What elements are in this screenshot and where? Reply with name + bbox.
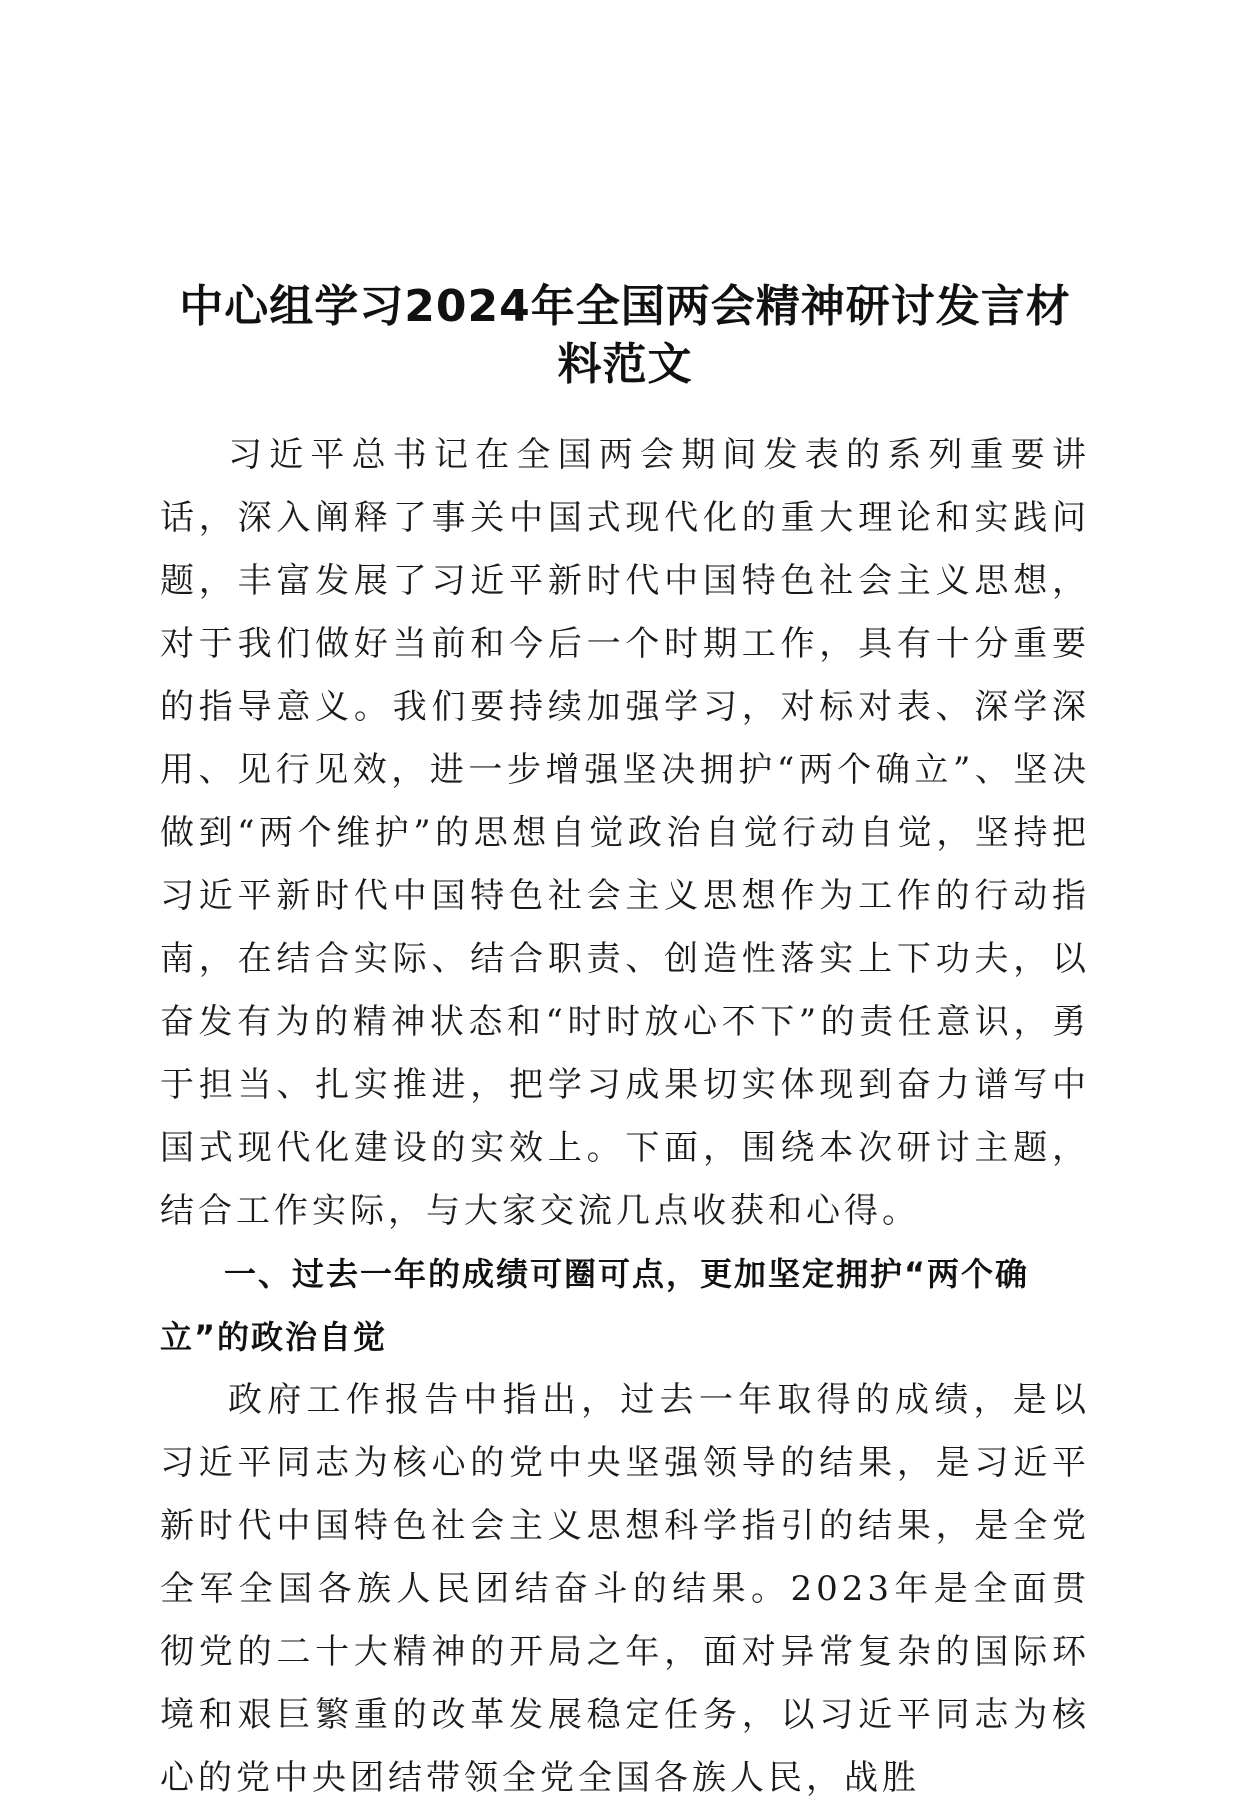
document-page bbox=[160, 278, 1090, 1810]
document-title: 中心组学习2024年全国两会精神研讨发言材料范文 bbox=[179, 281, 1071, 390]
section-1-heading: 一、过去一年的成绩可圈可点，更加坚定拥护“两个确立”的政治自觉 bbox=[160, 1255, 1030, 1356]
section-1-paragraph: 政府工作报告中指出，过去一年取得的成绩，是以习近平同志为核心的党中央坚强领导的结果，是习近平新时代中国特色社会主义思想科学指引的结果，是全党全军全国各族人民团结奋斗的结果。2023年是全面贯彻党的二十大精神的开局之年，面对异常复杂的国际环境和艰巨繁重的改革发展稳定任务，以习近平同志为核心的党中央团结带领全党全国各族人民，战胜 bbox=[160, 1380, 1090, 1798]
intro-paragraph: 习近平总书记在全国两会期间发表的系列重要讲话，深入阐释了事关中国式现代化的重大理论和实践问题，丰富发展了习近平新时代中国特色社会主义思想，对于我们做好当前和今后一个时期工作，具有十分重要的指导意义。我们要持续加强学习，对标对表、深学深用、见行见效，进一步增强坚决拥护“两个确立”、坚决做到“两个维护”的思想自觉政治自觉行动自觉，坚持把习近平新时代中国特色社会主义思想作为工作的行动指南，在结合实际、结合职责、创造性落实上下功夫，以奋发有为的精神状态和“时时放心不下”的责任意识，勇于担当、扎实推进，把学习成果切实体现到奋力谱写中国式现代化建设的实效上。下面，围绕本次研讨主题，结合工作实际，与大家交流几点收获和心得。 bbox=[160, 435, 1090, 1231]
